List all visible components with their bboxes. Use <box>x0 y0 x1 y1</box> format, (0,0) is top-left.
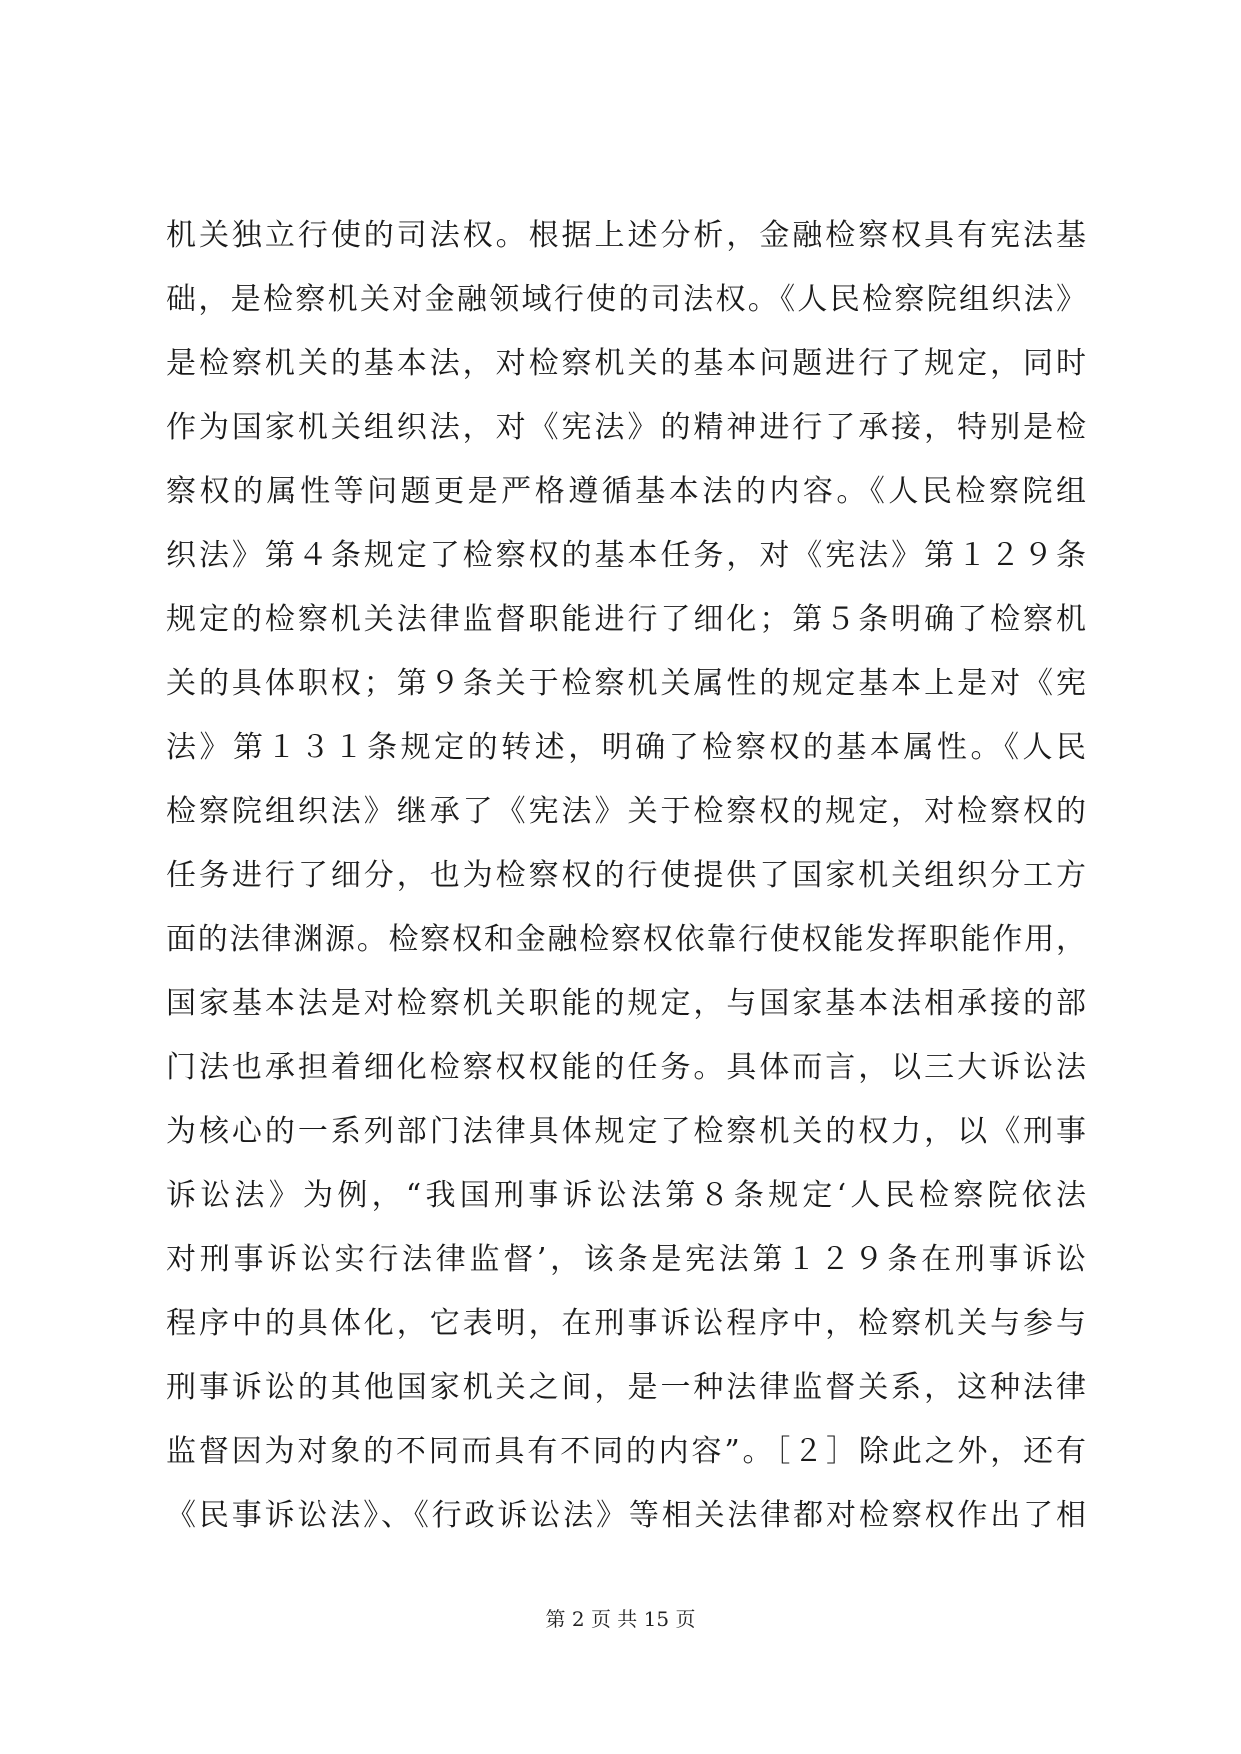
text-line: 《民事诉讼法》、《行政诉讼法》等相关法律都对检察权作出了相 <box>166 1498 1086 1533</box>
text-line: 面的法律渊源。检察权和金融检察权依靠行使权能发挥职能作用， <box>166 922 1086 957</box>
text-line: 对刑事诉讼实行法律监督’，该条是宪法第１２９条在刑事诉讼 <box>166 1242 1086 1277</box>
text-line: 监督因为对象的不同而具有不同的内容”。［２］除此之外，还有 <box>166 1434 1086 1469</box>
text-line: 为核心的一系列部门法律具体规定了检察机关的权力，以《刑事 <box>166 1114 1086 1149</box>
text-line: 程序中的具体化，它表明，在刑事诉讼程序中，检察机关与参与 <box>166 1306 1086 1341</box>
text-line: 织法》第４条规定了检察权的基本任务，对《宪法》第１２９条 <box>166 538 1086 573</box>
text-line: 是检察机关的基本法，对检察机关的基本问题进行了规定，同时 <box>166 346 1086 381</box>
page-number-footer: 第 2 页 共 15 页 <box>545 1607 696 1631</box>
text-line: 察权的属性等问题更是严格遵循基本法的内容。《人民检察院组 <box>166 474 1086 509</box>
text-line: 任务进行了细分，也为检察权的行使提供了国家机关组织分工方 <box>166 858 1086 893</box>
text-line: 国家基本法是对检察机关职能的规定，与国家基本法相承接的部 <box>166 986 1086 1021</box>
text-line: 础，是检察机关对金融领域行使的司法权。《人民检察院组织法》 <box>166 282 1086 317</box>
body-text <box>166 204 1086 1548</box>
text-line: 作为国家机关组织法，对《宪法》的精神进行了承接，特别是检 <box>166 410 1086 445</box>
text-line: 机关独立行使的司法权。根据上述分析，金融检察权具有宪法基 <box>166 218 1086 253</box>
text-line: 门法也承担着细化检察权权能的任务。具体而言，以三大诉讼法 <box>166 1050 1086 1085</box>
text-line: 关的具体职权；第９条关于检察机关属性的规定基本上是对《宪 <box>166 666 1086 701</box>
text-line: 法》第１３１条规定的转述，明确了检察权的基本属性。《人民 <box>166 730 1086 765</box>
text-line: 检察院组织法》继承了《宪法》关于检察权的规定，对检察权的 <box>166 794 1086 829</box>
text-line: 刑事诉讼的其他国家机关之间，是一种法律监督关系，这种法律 <box>166 1370 1086 1405</box>
text-line: 诉讼法》为例，“我国刑事诉讼法第８条规定‘人民检察院依法 <box>166 1178 1086 1213</box>
text-line: 规定的检察机关法律监督职能进行了细化；第５条明确了检察机 <box>166 602 1086 637</box>
